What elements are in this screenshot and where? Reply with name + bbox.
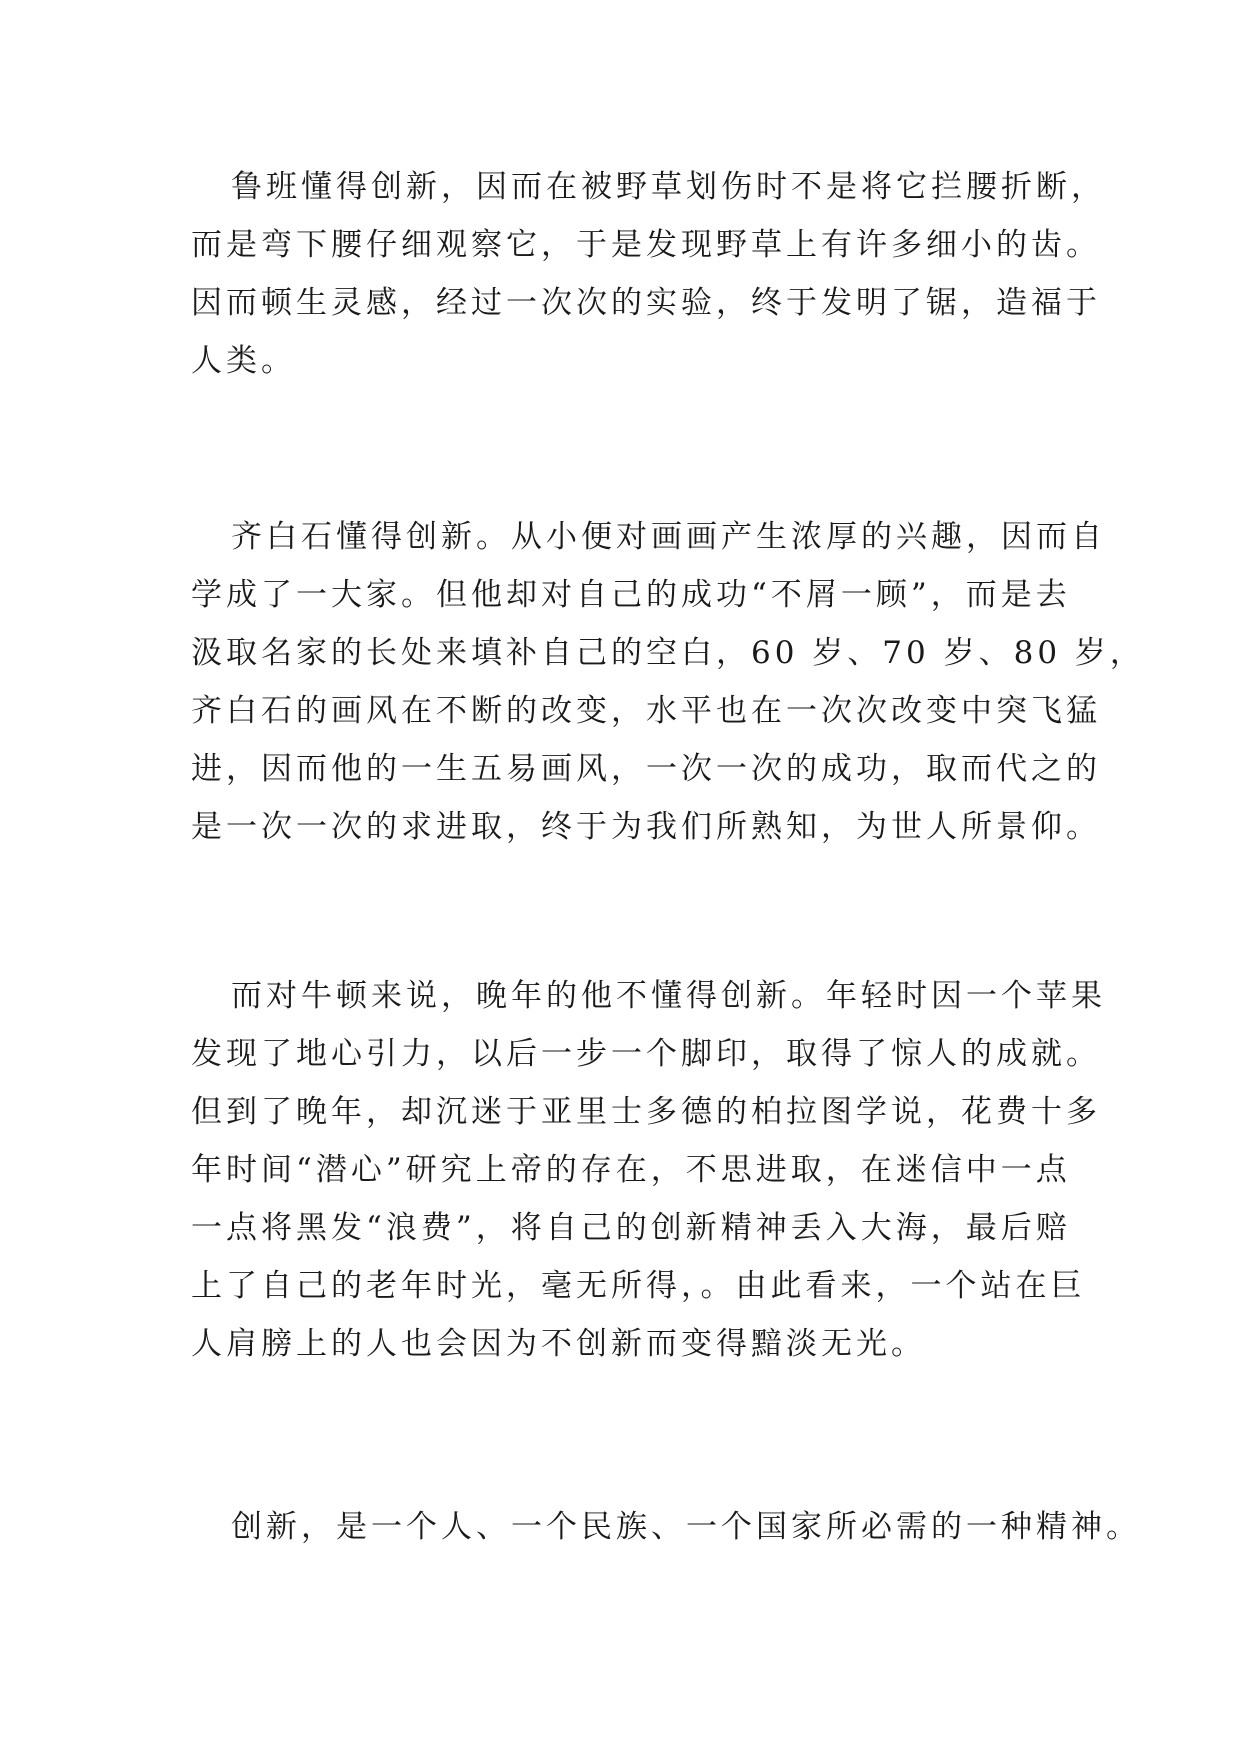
paragraph-line: 汲取名家的长处来填补自己的空白，60 岁、70 岁、80 岁， bbox=[191, 635, 1145, 671]
paragraph-line: 进，因而他的一生五易画风，一次一次的成功，取而代之的 bbox=[191, 751, 1101, 787]
paragraph-line: 年时间“潜心”研究上帝的存在，不思进取，在迷信中一点 bbox=[191, 1152, 1071, 1188]
paragraph-conclusion bbox=[191, 1498, 1141, 1556]
paragraph-line: 一点将黑发“浪费”，将自己的创新精神丢入大海，最后赔 bbox=[191, 1210, 1071, 1246]
paragraph-qi-baishi bbox=[191, 508, 1145, 856]
paragraph-line: 学成了一大家。但他却对自己的成功“不屑一顾”，而是去 bbox=[191, 577, 1071, 613]
paragraph-line: 上了自己的老年时光，毫无所得，。由此看来，一个站在巨 bbox=[191, 1268, 1086, 1304]
paragraph-lu-ban bbox=[191, 158, 1106, 390]
paragraph-line: 创新，是一个人、一个民族、一个国家所必需的一种精神。 bbox=[231, 1509, 1141, 1545]
paragraph-line: 而对牛顿来说，晚年的他不懂得创新。年轻时因一个苹果 bbox=[231, 978, 1106, 1014]
paragraph-line: 人类。 bbox=[191, 343, 296, 379]
paragraph-line: 是一次一次的求进取，终于为我们所熟知，为世人所景仰。 bbox=[191, 809, 1101, 845]
paragraph-line: 人肩膀上的人也会因为不创新而变得黯淡无光。 bbox=[191, 1326, 926, 1362]
paragraph-line: 而是弯下腰仔细观察它，于是发现野草上有许多细小的齿。 bbox=[191, 227, 1101, 263]
paragraph-line: 但到了晚年，却沉迷于亚里士多德的柏拉图学说，花费十多 bbox=[191, 1094, 1101, 1130]
paragraph-line: 发现了地心引力，以后一步一个脚印，取得了惊人的成就。 bbox=[191, 1036, 1101, 1072]
paragraph-line: 因而顿生灵感，经过一次次的实验，终于发明了锯，造福于 bbox=[191, 285, 1101, 321]
paragraph-line: 齐白石的画风在不断的改变，水平也在一次次改变中突飞猛 bbox=[191, 693, 1101, 729]
paragraph-line: 齐白石懂得创新。从小便对画画产生浓厚的兴趣，因而自 bbox=[231, 519, 1106, 555]
paragraph-newton bbox=[191, 967, 1106, 1373]
paragraph-line: 鲁班懂得创新，因而在被野草划伤时不是将它拦腰折断， bbox=[231, 169, 1106, 205]
